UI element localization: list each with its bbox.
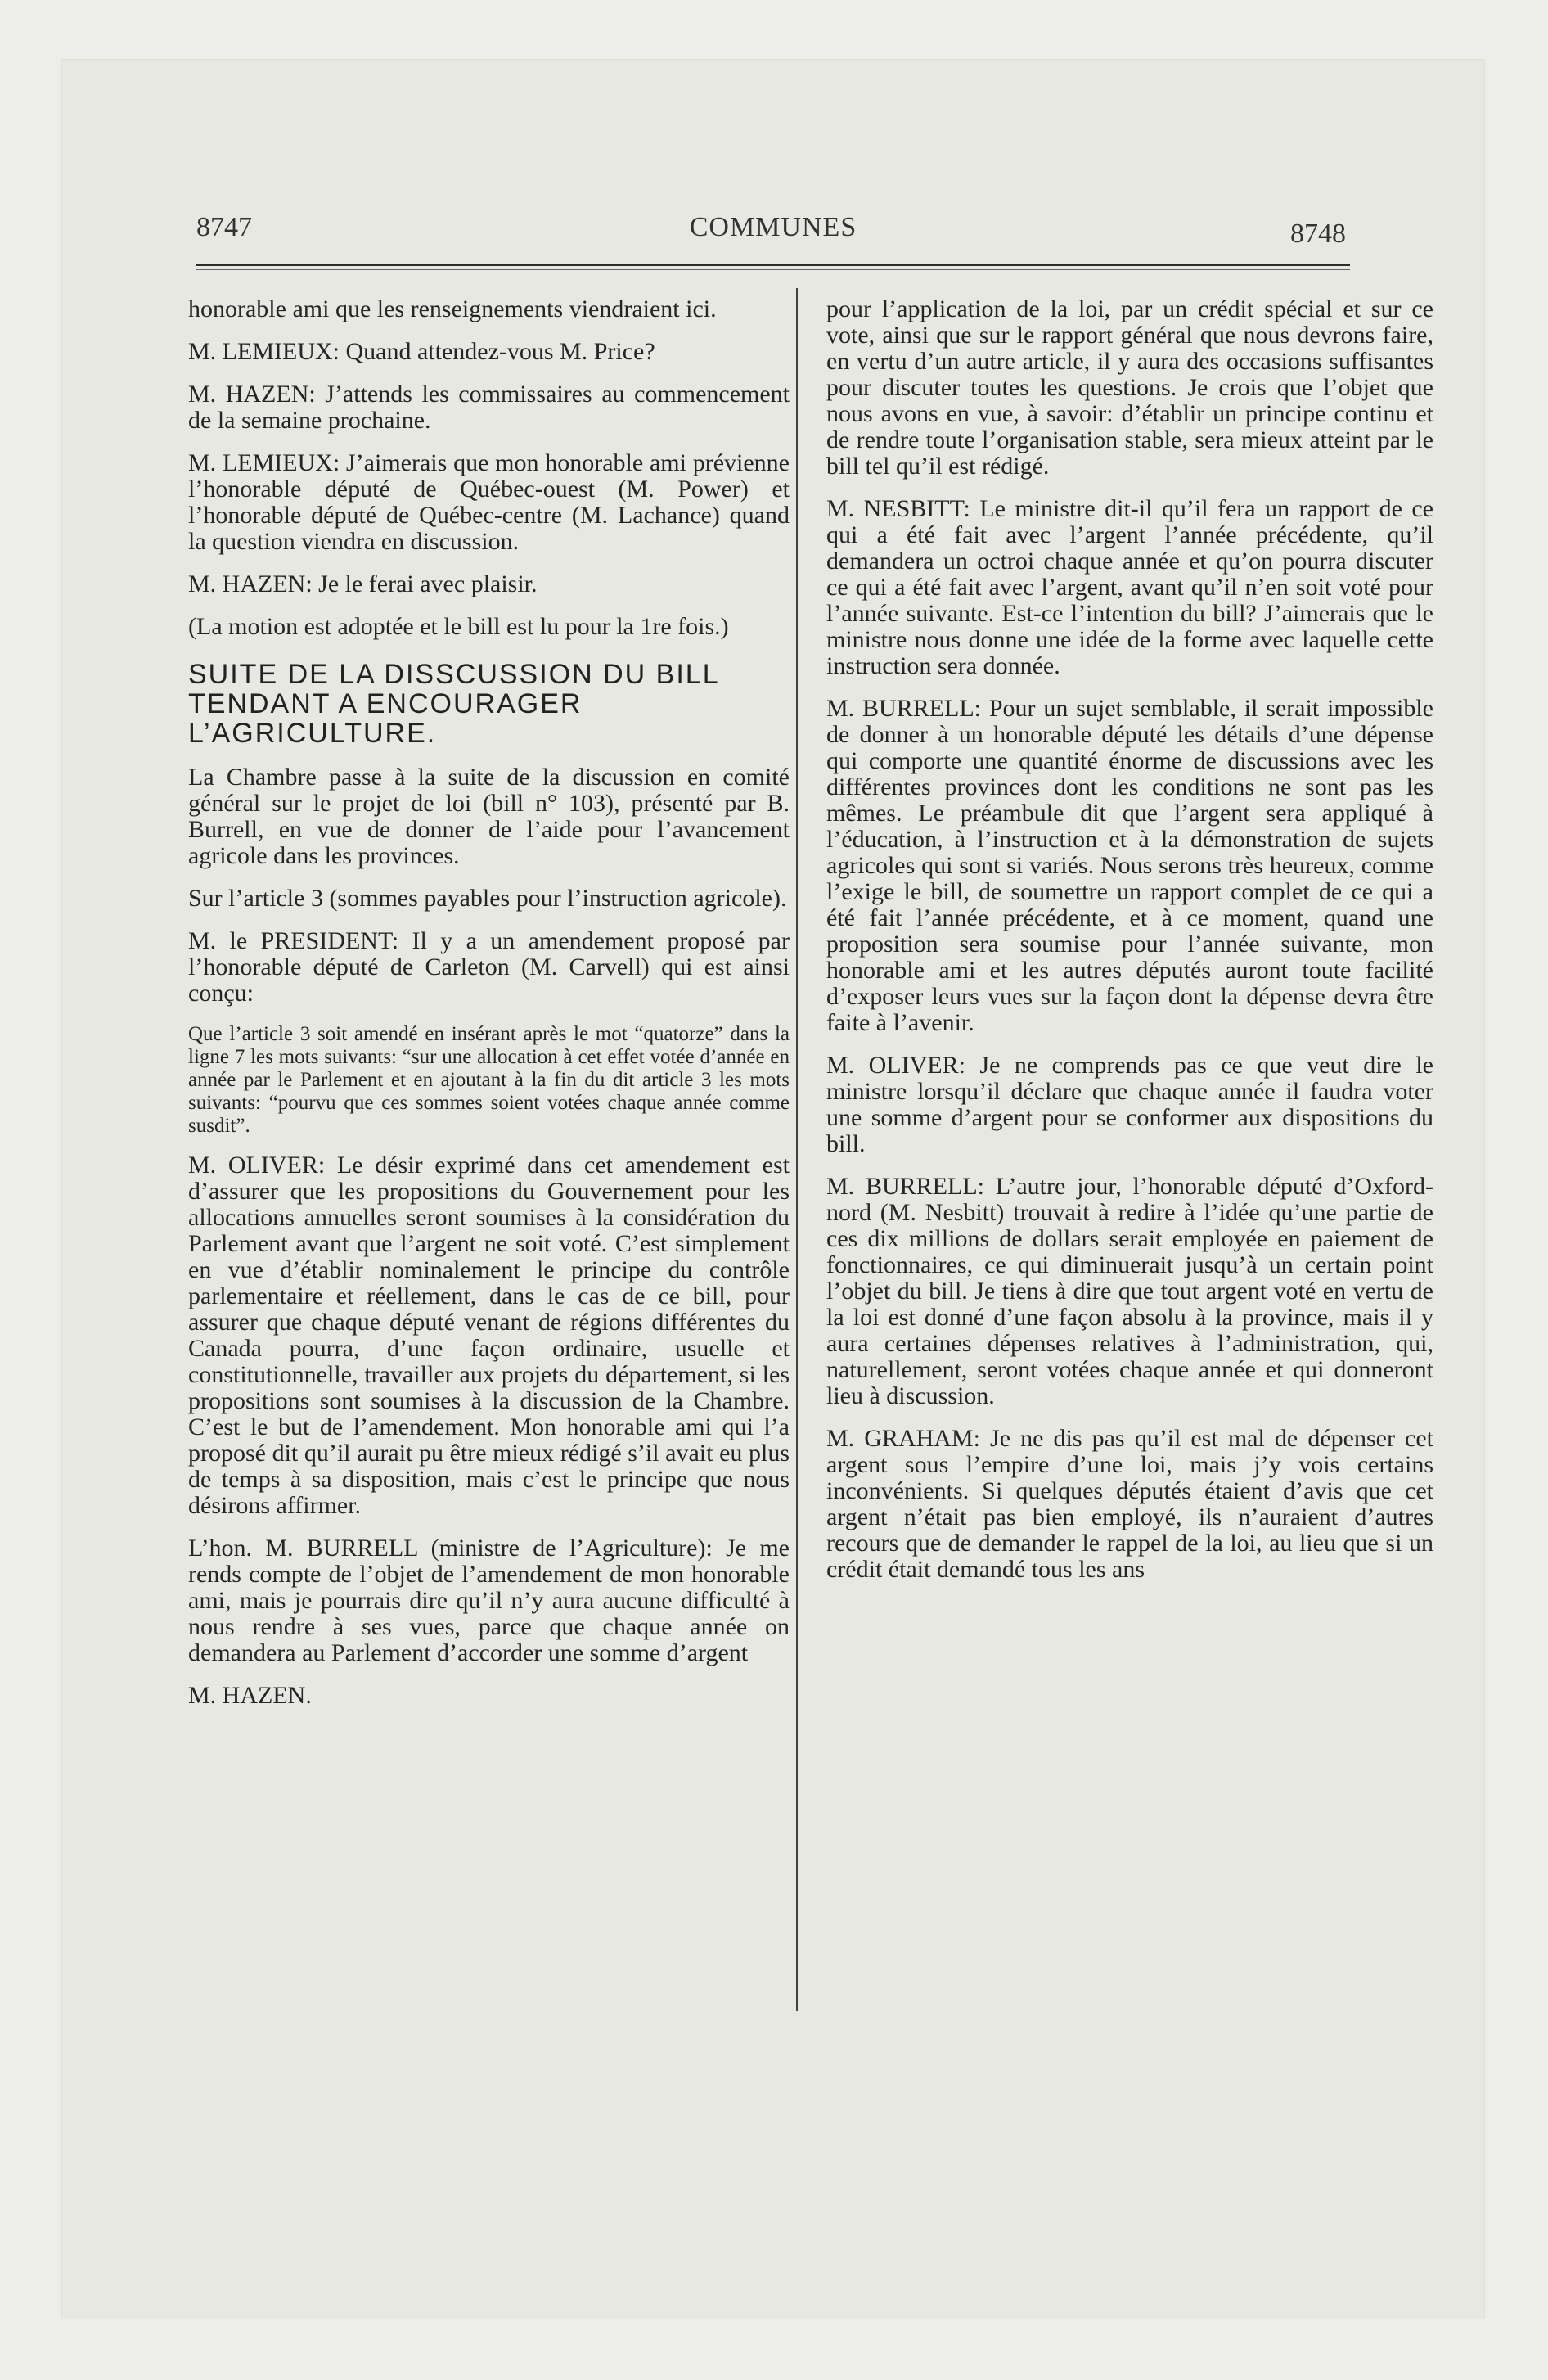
right-column — [826, 296, 1433, 1599]
right-paragraph-6: M. GRAHAM: Je ne dis pas qu’il est mal de dépenser cet argent sous l’empire d’une loi, mais j’y vois certains inconvénients. Si quelques députés étaient d’avis que cet argent n’était pas bien employé, ils n’auraient d’autres recours que de demander le rappel de la loi, au lieu que si un crédit était demandé tous les ans — [826, 1425, 1433, 1583]
left-paragraph-12: M. HAZEN. — [188, 1682, 312, 1709]
page — [61, 59, 1485, 2319]
left-paragraph-8: Sur l’article 3 (sommes payables pour l’instruction agricole). — [188, 885, 787, 912]
left-paragraph-1: honorable ami que les renseignements viendraient ici. — [188, 295, 717, 322]
left-column — [188, 296, 790, 1725]
section-heading: SUITE DE LA DISSCUSSION DU BILL TENDANT A ENCOURAGER L’AGRICULTURE. — [188, 659, 719, 749]
page-header — [127, 137, 1420, 249]
column-divider — [796, 288, 798, 2011]
left-paragraph-3: M. HAZEN: J’attends les commissaires au commencement de la semaine prochaine. — [188, 381, 790, 434]
right-paragraph-5: M. BURRELL: L’autre jour, l’honorable député d’Oxford-nord (M. Nesbitt) trouvait à redire à l’idée qu’une partie de ces dix millions de dollars serait employée en paiement de fonctionnaires, ce qui diminuerait jusqu’à un certain point l’objet du bill. Je tiens à dire que tout argent voté en vertu de la loi est donné d’une façon absolu à la province, mais il y aura certaines dépenses relatives à l’administration, qui, naturellement, seront votées chaque année et qui donneront lieu à discussion. — [826, 1173, 1433, 1409]
right-paragraph-2: M. NESBITT: Le ministre dit-il qu’il fera un rapport de ce qui a été fait avec l’argent l’année précédente, qu’il demandera un octroi chaque année et qu’on pourra discuter ce qui a été fait avec l’argent, avant qu’il n’en soit voté pour l’année suivante. Est-ce l’intention du bill? J’aimerais que le ministre nous donne une idée de la forme avec laquelle cette instruction sera donnée. — [826, 495, 1433, 679]
left-paragraph-4: M. LEMIEUX: J’aimerais que mon honorable ami prévienne l’honorable député de Québec-ouest (M. Power) et l’honorable député de Québec-centre (M. Lachance) quand la question viendra en discussion. — [188, 449, 790, 555]
amendment-quote: Que l’article 3 soit amendé en insérant après le mot “quatorze” dans la ligne 7 les mots suivants: “sur une allocation à cet effet votée d’année en année par le Parlement et en ajoutant à la fin du dit article 3 les mots suivants: “pourvu que ces sommes soient votées chaque année comme susdit”. — [188, 1023, 790, 1137]
left-paragraph-6: (La motion est adoptée et le bill est lu pour la 1re fois.) — [188, 613, 729, 640]
right-paragraph-1: pour l’application de la loi, par un crédit spécial et sur ce vote, ainsi que sur le rapport général que nous devrons faire, en vertu d’un autre article, il y aura des occasions suffisantes pour discuter toutes les questions. Je crois que l’objet que nous avons en vue, à savoir: d’établir un principe continu et de rendre toute l’organisation stable, sera mieux atteint par le bill tel qu’il est rédigé. — [826, 295, 1433, 480]
right-page-number: 8748 — [1290, 219, 1346, 249]
left-paragraph-2: M. LEMIEUX: Quand attendez-vous M. Price? — [188, 338, 655, 365]
left-paragraph-10: M. OLIVER: Le désir exprimé dans cet amendement est d’assurer que les propositions du Gouvernement pour les allocations annuelles seront soumises à la considération du Parlement avant que l’argent ne soit voté. C’est simplement en vue d’établir nominalement le principe du contrôle parlementaire et réellement, dans le cas de ce bill, pour assurer que chaque député venant de régions différentes du Canada pourra, d’une façon ordinaire, usuelle et constitutionnelle, travailler aux projets du département, si les propositions sont soumises à la discussion de la Chambre. C’est le but de l’amendement. Mon honorable ami qui l’a proposé dit qu’il aurait pu être mieux rédigé s’il avait eu plus de temps à sa disposition, mais c’est le principe que nous désirons affirmer. — [188, 1152, 790, 1519]
right-paragraph-4: M. OLIVER: Je ne comprends pas ce que veut dire le ministre lorsqu’il déclare que chaque année il faudra voter une somme d’argent pour se conformer aux dispositions du bill. — [826, 1052, 1433, 1157]
left-paragraph-7: La Chambre passe à la suite de la discussion en comité général sur le projet de loi (bill n° 103), présenté par B. Burrell, en vue de donner de l’aide pour l’avancement agricole dans les provinces. — [188, 764, 790, 869]
left-paragraph-5: M. HAZEN: Je le ferai avec plaisir. — [188, 570, 538, 597]
page-title: COMMUNES — [689, 212, 857, 242]
header-rule-secondary — [196, 269, 1350, 270]
left-paragraph-11: L’hon. M. BURRELL (ministre de l’Agriculture): Je me rends compte de l’objet de l’amendement de mon honorable ami, mais je pourrais dire qu’il n’y aura aucune difficulté à nous rendre à ses vues, parce que chaque année on demandera au Parlement d’accorder une somme d’argent — [188, 1535, 790, 1666]
left-paragraph-9: M. le PRESIDENT: Il y a un amendement proposé par l’honorable député de Carleton (M. Carvell) qui est ainsi conçu: — [188, 927, 790, 1007]
right-paragraph-3: M. BURRELL: Pour un sujet semblable, il serait impossible de donner à un honorable député les détails d’une dépense qui comporte une quantité énorme de discussions avec les différentes provinces dont les conditions ne sont pas les mêmes. Le préambule dit que l’argent sera appliqué à l’éducation, à l’instruction et à la démonstration de sujets agricoles qui sont si variés. Nous serons très heureux, comme l’exige le bill, de soumettre un rapport complet de ce qui a été fait l’année précédente, et à ce moment, quand une proposition sera soumise pour l’année suivante, mon honorable ami et les autres députés auront toute facilité d’exposer leurs vues sur la façon dont la dépense devra être faite à l’avenir. — [826, 695, 1433, 1036]
header-rule — [196, 264, 1350, 266]
left-page-number: 8747 — [196, 212, 252, 242]
